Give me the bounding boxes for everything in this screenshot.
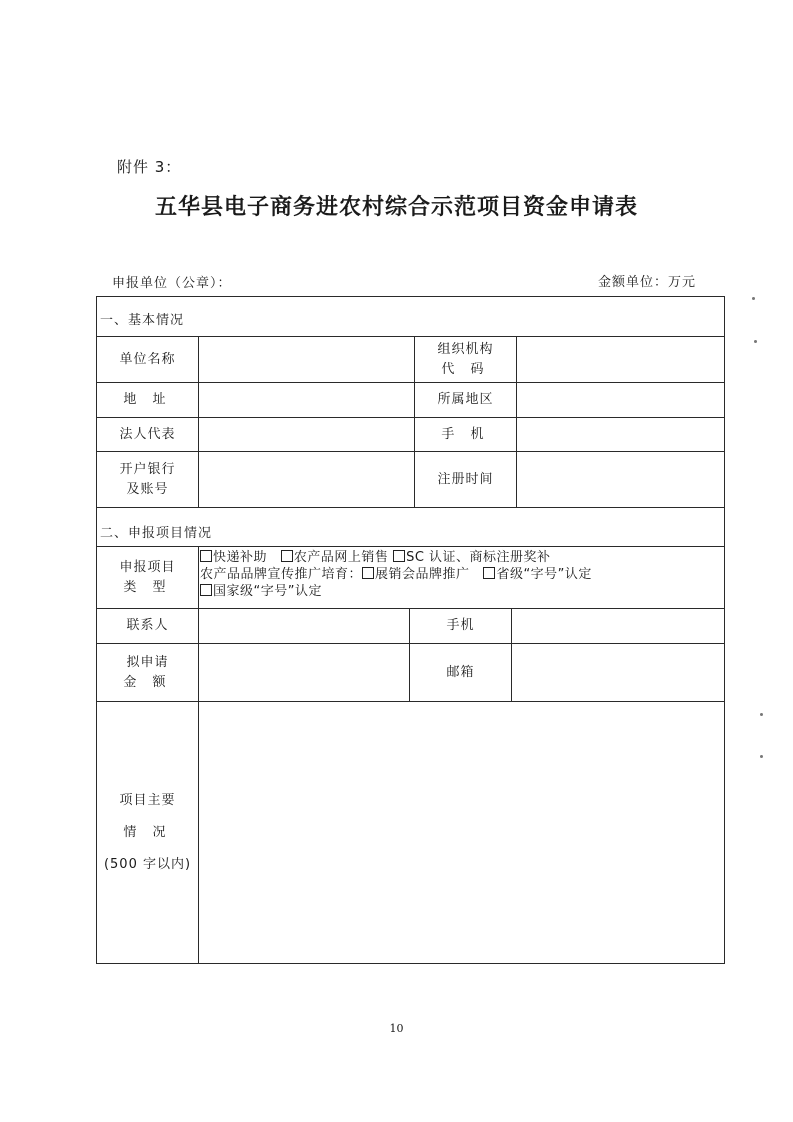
project-type-options (200, 549, 720, 600)
bank-account-field[interactable] (199, 452, 414, 507)
checkbox-icon[interactable] (281, 550, 293, 562)
phone-field[interactable] (517, 418, 724, 451)
scan-speck (760, 755, 763, 758)
amount-unit-label: 金额单位：万元 (597, 275, 696, 290)
checkbox-icon[interactable] (483, 567, 495, 579)
email-label: 邮箱 (446, 664, 475, 680)
project-type-label: 申报项目 类 型 (119, 559, 176, 595)
brand-option-prefix: 农产品品牌宣传推广培育： (200, 567, 363, 582)
application-form-table (96, 296, 725, 964)
unit-name-field[interactable] (199, 337, 414, 382)
project-summary-label: 项目主要 情 况 (500 字以内) (103, 792, 192, 872)
region-label: 所属地区 (437, 392, 494, 407)
org-code-label: 组织机构 代 码 (437, 341, 494, 377)
table-border-bottom (96, 963, 725, 964)
phone-label: 手 机 (441, 426, 490, 442)
legal-rep-field[interactable] (199, 418, 414, 451)
table-border-top (96, 296, 725, 297)
option-sc-certification[interactable]: SC 认证、商标注册奖补 (393, 550, 550, 565)
org-code-field[interactable] (517, 337, 724, 382)
reg-time-label: 注册时间 (437, 471, 494, 487)
contact-label: 联系人 (126, 618, 169, 633)
checkbox-icon[interactable] (393, 550, 405, 562)
table-border-right (724, 296, 725, 964)
reg-time-field[interactable] (517, 452, 724, 507)
scan-speck (752, 297, 755, 300)
table-rule (96, 507, 725, 508)
contact-field[interactable] (199, 609, 409, 643)
amount-field[interactable] (199, 644, 409, 701)
section-basic-info-heading: 一、基本情况 (100, 313, 185, 328)
checkbox-icon[interactable] (362, 567, 374, 579)
address-field[interactable] (199, 383, 414, 417)
section-project-info-heading: 二、申报项目情况 (100, 526, 213, 541)
address-label: 地 址 (123, 392, 172, 407)
project-summary-field[interactable] (199, 702, 724, 963)
form-title: 五华县电子商务进农村综合示范项目资金申请表 (154, 194, 638, 220)
amount-label: 拟申请 金 额 (123, 654, 172, 690)
email-field[interactable] (512, 644, 724, 701)
unit-name-label: 单位名称 (119, 351, 176, 367)
option-expo[interactable]: 展销会品牌推广 (362, 567, 470, 582)
option-online-sales[interactable]: 农产品网上销售 (281, 550, 389, 565)
legal-rep-label: 法人代表 (119, 426, 176, 442)
checkbox-icon[interactable] (200, 584, 212, 596)
bank-account-label: 开户银行 及账号 (119, 461, 176, 497)
region-field[interactable] (517, 383, 724, 417)
scan-speck (760, 713, 763, 716)
scan-speck (754, 340, 757, 343)
attachment-label: 附件 3： (117, 158, 182, 176)
checkbox-icon[interactable] (200, 550, 212, 562)
applicant-label: 申报单位（公章）： (112, 276, 232, 291)
option-national[interactable]: 国家级“字号”认定 (200, 584, 322, 599)
contact-phone-field[interactable] (512, 609, 724, 643)
contact-phone-label: 手机 (446, 618, 475, 633)
page-number: 10 (389, 1022, 404, 1035)
option-express[interactable]: 快递补助 (200, 550, 267, 565)
option-provincial[interactable]: 省级“字号”认定 (483, 567, 591, 582)
